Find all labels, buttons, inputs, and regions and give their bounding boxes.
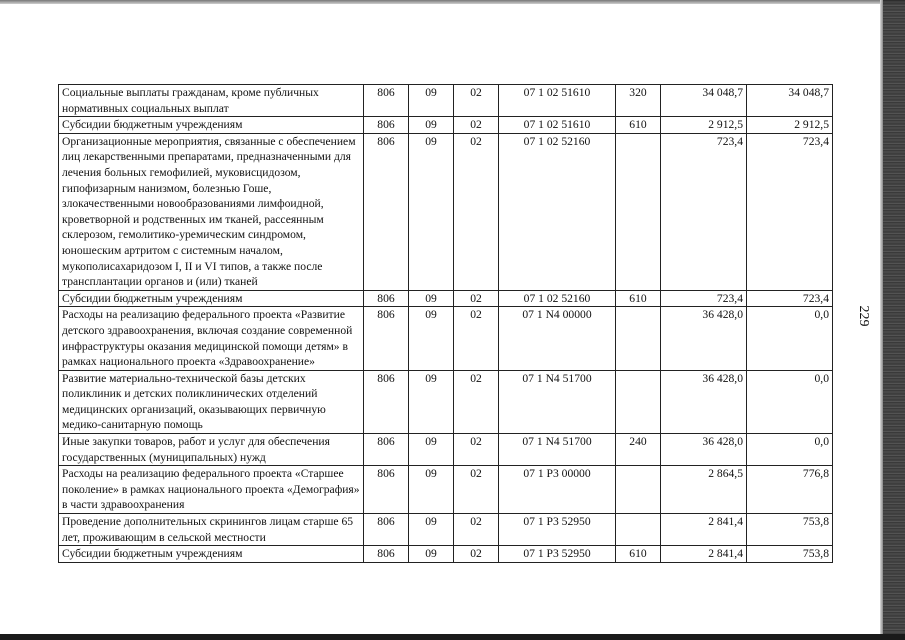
- cell-ved: 806: [364, 514, 409, 546]
- cell-expense-type: [616, 370, 661, 433]
- cell-name: Расходы на реализацию федерального проекта «Развитие детского здравоохранения, включая создание современной инфраструктуры оказания медицинской помощи детям» в рамках национального проекта «Здравоохранение»: [59, 307, 364, 370]
- cell-name: Субсидии бюджетным учреждениям: [59, 290, 364, 307]
- cell-section: 09: [409, 85, 454, 117]
- cell-amount-1: 36 428,0: [661, 434, 747, 466]
- cell-section: 09: [409, 466, 454, 514]
- cell-name: Субсидии бюджетным учреждениям: [59, 546, 364, 563]
- scan-top-edge: [0, 0, 905, 4]
- table-row: [59, 307, 833, 370]
- cell-expense-type: 610: [616, 290, 661, 307]
- cell-target-article: 07 1 P3 52950: [499, 546, 616, 563]
- cell-name: Проведение дополнительных скринингов лицам старше 65 лет, проживающим в сельской местности: [59, 514, 364, 546]
- cell-subsection: 02: [454, 290, 499, 307]
- cell-subsection: 02: [454, 307, 499, 370]
- cell-amount-2: 723,4: [747, 290, 833, 307]
- cell-amount-1: 723,4: [661, 133, 747, 290]
- cell-subsection: 02: [454, 133, 499, 290]
- cell-amount-1: 723,4: [661, 290, 747, 307]
- cell-ved: 806: [364, 466, 409, 514]
- cell-subsection: 02: [454, 85, 499, 117]
- cell-subsection: 02: [454, 434, 499, 466]
- cell-amount-2: 34 048,7: [747, 85, 833, 117]
- cell-expense-type: [616, 466, 661, 514]
- cell-ved: 806: [364, 370, 409, 433]
- cell-amount-1: 2 841,4: [661, 546, 747, 563]
- table-row: [59, 466, 833, 514]
- cell-amount-2: 776,8: [747, 466, 833, 514]
- cell-amount-2: 0,0: [747, 307, 833, 370]
- cell-expense-type: 240: [616, 434, 661, 466]
- cell-subsection: 02: [454, 546, 499, 563]
- cell-target-article: 07 1 P3 52950: [499, 514, 616, 546]
- cell-name: Социальные выплаты гражданам, кроме публичных нормативных социальных выплат: [59, 85, 364, 117]
- cell-ved: 806: [364, 434, 409, 466]
- cell-section: 09: [409, 133, 454, 290]
- cell-expense-type: 610: [616, 117, 661, 134]
- cell-name: Организационные мероприятия, связанные с обеспечением лиц лекарственными препаратами, предназначенными для лечения больных гемофилией, муковисцидозом, гипофизарным нанизмом, болезнью Гоше, злокачественными новообразованиями лимфоидной, кроветворной и родственных им тканей, рассеянным склерозом, гемолитико-уремическим синдромом, юношеским артритом с системным началом, мукополисахаридозом I, II и VI типов, а также после трансплантации органов и (или) тканей: [59, 133, 364, 290]
- cell-amount-2: 723,4: [747, 133, 833, 290]
- cell-subsection: 02: [454, 370, 499, 433]
- cell-expense-type: [616, 133, 661, 290]
- cell-amount-1: 2 864,5: [661, 466, 747, 514]
- page-number: 229: [856, 305, 871, 327]
- cell-amount-1: 36 428,0: [661, 370, 747, 433]
- cell-name: Развитие материально-технической базы детских поликлиник и детских поликлинических отделений медицинских организаций, оказывающих первичную медико-санитарную помощь: [59, 370, 364, 433]
- cell-expense-type: 320: [616, 85, 661, 117]
- cell-subsection: 02: [454, 117, 499, 134]
- cell-name: Иные закупки товаров, работ и услуг для обеспечения государственных (муниципальных) нужд: [59, 434, 364, 466]
- cell-amount-2: 0,0: [747, 434, 833, 466]
- cell-expense-type: [616, 307, 661, 370]
- cell-subsection: 02: [454, 514, 499, 546]
- cell-section: 09: [409, 546, 454, 563]
- cell-amount-2: 0,0: [747, 370, 833, 433]
- cell-amount-1: 2 912,5: [661, 117, 747, 134]
- cell-section: 09: [409, 370, 454, 433]
- cell-section: 09: [409, 117, 454, 134]
- cell-expense-type: [616, 514, 661, 546]
- table-row: [59, 546, 833, 563]
- table-row: [59, 370, 833, 433]
- table-row: [59, 434, 833, 466]
- cell-amount-2: 2 912,5: [747, 117, 833, 134]
- budget-table-body: [59, 85, 833, 563]
- cell-section: 09: [409, 514, 454, 546]
- cell-target-article: 07 1 02 52160: [499, 133, 616, 290]
- cell-target-article: 07 1 N4 51700: [499, 370, 616, 433]
- table-row: [59, 514, 833, 546]
- cell-target-article: 07 1 02 51610: [499, 85, 616, 117]
- cell-target-article: 07 1 02 52160: [499, 290, 616, 307]
- cell-section: 09: [409, 307, 454, 370]
- cell-amount-1: 2 841,4: [661, 514, 747, 546]
- cell-name: Субсидии бюджетным учреждениям: [59, 117, 364, 134]
- cell-target-article: 07 1 P3 00000: [499, 466, 616, 514]
- table-row: [59, 133, 833, 290]
- cell-ved: 806: [364, 290, 409, 307]
- table-row: [59, 117, 833, 134]
- table-row: [59, 290, 833, 307]
- cell-target-article: 07 1 N4 51700: [499, 434, 616, 466]
- cell-amount-1: 36 428,0: [661, 307, 747, 370]
- table-row: [59, 85, 833, 117]
- cell-ved: 806: [364, 133, 409, 290]
- cell-section: 09: [409, 434, 454, 466]
- cell-ved: 806: [364, 117, 409, 134]
- scan-bottom-edge: [0, 634, 905, 640]
- cell-amount-1: 34 048,7: [661, 85, 747, 117]
- cell-name: Расходы на реализацию федерального проекта «Старшее поколение» в рамках национального проекта «Демография» в части здравоохранения: [59, 466, 364, 514]
- cell-section: 09: [409, 290, 454, 307]
- scan-right-border: [883, 0, 905, 640]
- cell-amount-2: 753,8: [747, 546, 833, 563]
- cell-expense-type: 610: [616, 546, 661, 563]
- cell-ved: 806: [364, 85, 409, 117]
- cell-target-article: 07 1 N4 00000: [499, 307, 616, 370]
- cell-ved: 806: [364, 307, 409, 370]
- budget-table: [58, 84, 833, 563]
- cell-amount-2: 753,8: [747, 514, 833, 546]
- cell-ved: 806: [364, 546, 409, 563]
- cell-subsection: 02: [454, 466, 499, 514]
- cell-target-article: 07 1 02 51610: [499, 117, 616, 134]
